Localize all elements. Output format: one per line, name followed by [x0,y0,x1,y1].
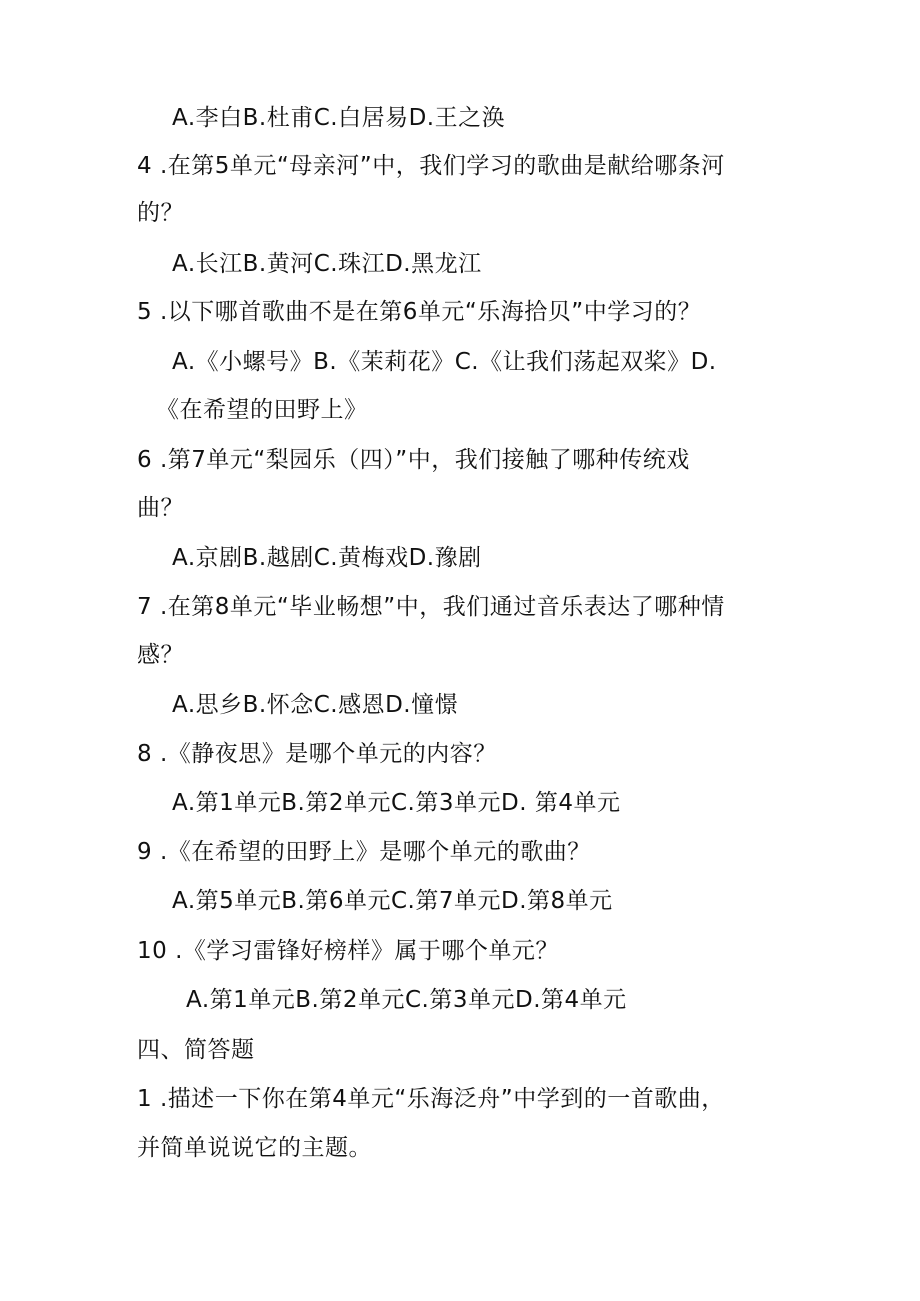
question-5-text: 5 .以下哪首歌曲不是在第6单元“乐海拾贝”中学习的？ [137,299,702,325]
short-answer-question-1: 1 .描述一下你在第4单元“乐海泛舟”中学到的一首歌曲， [137,1086,725,1112]
question-9-text: 9 .《在希望的田野上》是哪个单元的歌曲？ [137,839,591,865]
section-heading: 四、简答题 [137,1037,255,1063]
q5-options: A.《小螺号》B.《茉莉花》C.《让我们荡起双桨》D. [172,349,717,375]
question-10-text: 10 .《学习雷锋好榜样》属于哪个单元？ [137,938,559,964]
short-answer-question-1-cont: 并简单说说它的主题。 [137,1135,372,1161]
q10-options: A.第1单元B.第2单元C.第3单元D.第4单元 [186,987,627,1013]
question-4-text: 4 .在第5单元“母亲河”中，我们学习的歌曲是献给哪条河 [137,153,725,179]
question-6-text: 6 .第7单元“梨园乐（四）”中，我们接触了哪种传统戏 [137,447,690,473]
question-7-text: 7 .在第8单元“毕业畅想”中，我们通过音乐表达了哪种情 [137,594,725,620]
question-8-text: 8 .《静夜思》是哪个单元的内容？ [137,741,497,767]
q3-options: A.李白B.杜甫C.白居易D.王之涣 [172,105,506,131]
q6-options: A.京剧B.越剧C.黄梅戏D.豫剧 [172,545,482,571]
question-4-text-cont: 的？ [137,200,184,226]
q5-options-cont: 《在希望的田野上》 [156,397,368,423]
q9-options: A.第5单元B.第6单元C.第7单元D.第8单元 [172,888,613,914]
q7-options: A.思乡B.怀念C.感恩D.憧憬 [172,692,459,718]
q4-options: A.长江B.黄河C.珠江D.黑龙江 [172,251,482,277]
q8-options: A.第1单元B.第2单元C.第3单元D. 第4单元 [172,790,621,816]
question-7-text-cont: 感？ [137,642,184,668]
question-6-text-cont: 曲？ [137,495,184,521]
